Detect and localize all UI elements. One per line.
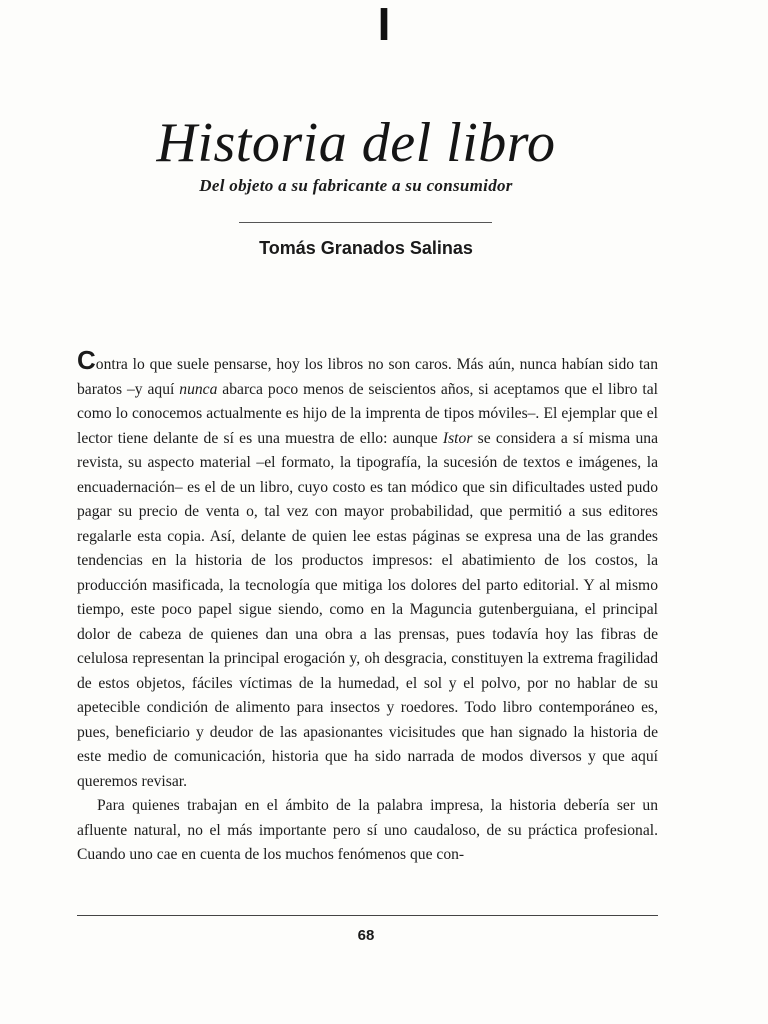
article-body <box>77 345 658 868</box>
author-name: Tomás Granados Salinas <box>259 238 473 258</box>
article-subtitle: Del objeto a su fabricante a su consumidor <box>199 176 513 195</box>
italic-word-istor: Istor <box>442 429 473 447</box>
article-title: Historia del libro <box>156 112 556 174</box>
title-divider <box>239 222 492 223</box>
drop-cap: C <box>77 345 96 375</box>
footer-divider <box>77 915 658 916</box>
paragraph-1 <box>77 345 658 794</box>
page-number: 68 <box>357 927 375 944</box>
paragraph-2: Para quienes trabajan en el ámbito de la palabra impresa, la historia debería ser un afluente natural, no el más importante pero sí uno caudaloso, de su práctica profesional. Cuando uno cae en cuenta de los muchos fenómenos que con- <box>77 797 658 863</box>
section-number: I <box>377 0 391 50</box>
paragraph-1-text-a: ontra lo que suele pensarse, hoy los libros no son caros. Más aún, nunca habían sido tan baratos –y aquí <box>77 356 658 398</box>
italic-word-nunca: nunca <box>179 380 218 398</box>
paragraph-1-text-c: se considera a sí misma una revista, su aspecto material –el formato, la tipografía, la sucesión de textos e imágenes, la encuadernación– es el de un libro, cuyo costo es tan módico que sin dificultades usted pudo pagar su precio de venta o, tal vez con mayor probabilidad, que permitió a sus editores regalarle esta copia. Así, delante de quien lee estas páginas se expresa una de las grandes tendencias en la historia de los productos impresos: el abatimiento de los costos, la producción masificada, la tecnología que mitiga los dolores del parto editorial. Y al mismo tiempo, este poco papel sigue siendo, como en la Maguncia gutenberguiana, el principal dolor de cabeza de quienes dan una obra a las prensas, pues todavía hoy las fibras de celulosa representan la principal erogación y, oh desgracia, constituyen la extrema fragilidad de estos objetos, fáciles víctimas de la humedad, el sol y el polvo, por no hablar de su apetecible condición de alimento para insectos y roedores. Todo libro contemporáneo es, pues, beneficiario y deudor de las apasionantes vicisitudes que han signado la historia de este medio de comunicación, historia que ha sido narrada de modos diversos y que aquí queremos revisar. <box>77 429 658 790</box>
paragraph-1-text-b: abarca poco menos de seiscientos años, si aceptamos que el libro tal como lo conocemos actualmente es hijo de la imprenta de tipos móviles–. El ejemplar que el lector tiene delante de sí es una muestra de ello: aunque <box>77 380 658 447</box>
